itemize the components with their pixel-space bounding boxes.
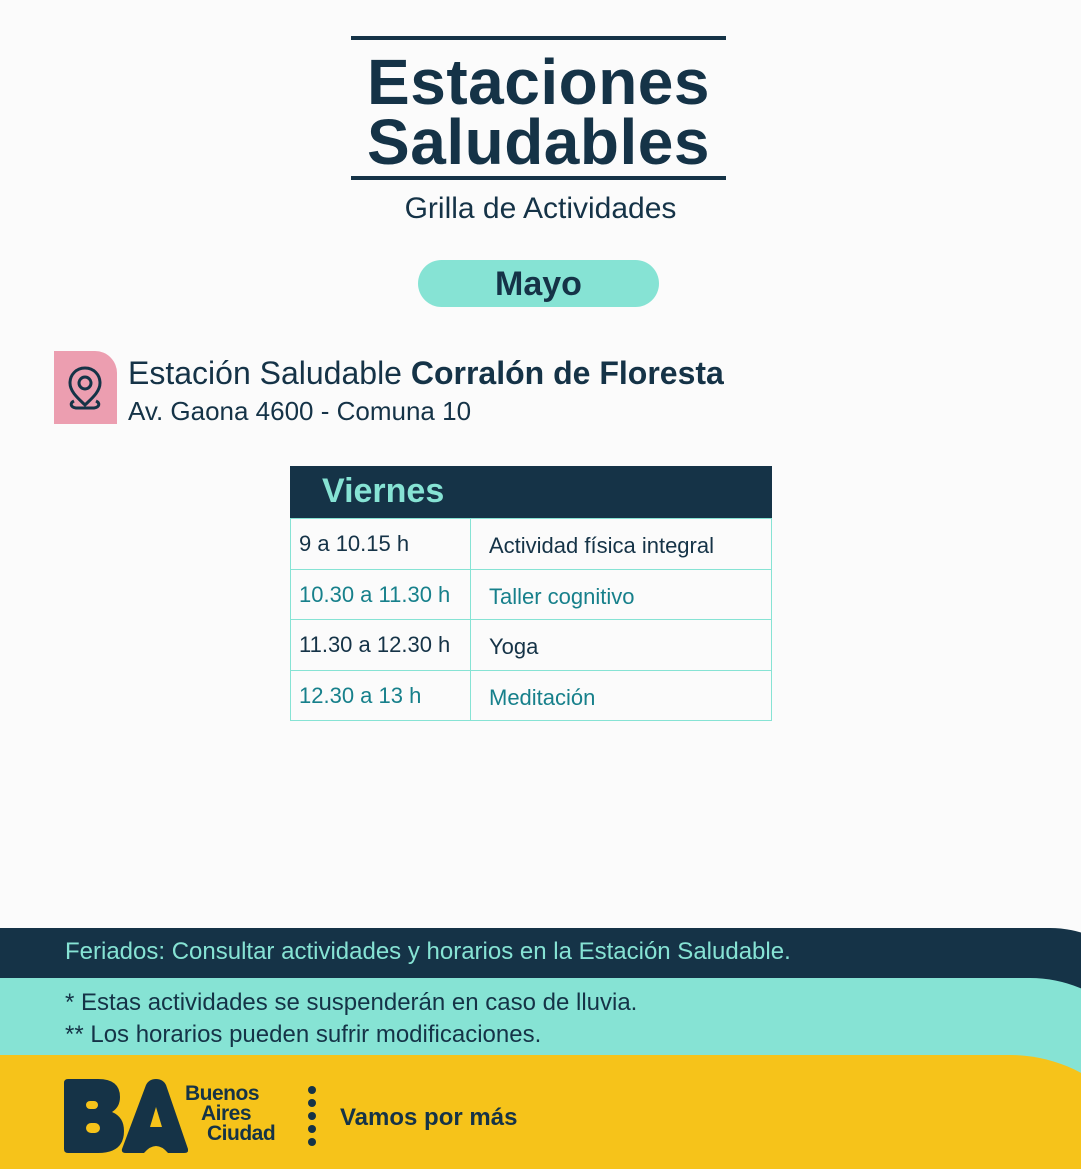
station-prefix: Estación Saludable — [128, 355, 411, 391]
rain-note: * Estas actividades se suspenderán en caso de lluvia. — [65, 989, 638, 1016]
schedule-change-note: ** Los horarios pueden sufrir modificaciones. — [65, 1021, 542, 1048]
logo-line-buenos: Buenos — [185, 1082, 260, 1105]
footer — [0, 928, 1081, 1169]
slogan: Vamos por más — [340, 1104, 518, 1131]
activity-cell: Actividad física integral — [471, 519, 772, 570]
table-row — [291, 569, 772, 620]
time-cell: 12.30 a 13 h — [291, 670, 471, 721]
logo-line-aires: Aires — [201, 1102, 252, 1125]
ba-logo-text — [185, 1084, 275, 1144]
time-cell: 9 a 10.15 h — [291, 519, 471, 570]
activity-cell: Yoga — [471, 620, 772, 671]
table-row — [291, 620, 772, 671]
location-pin-icon — [54, 351, 117, 424]
page-title-line1: Estaciones — [367, 46, 710, 118]
day-header: Viernes — [290, 466, 772, 518]
station-name — [128, 355, 724, 392]
activity-cell: Taller cognitivo — [471, 569, 772, 620]
schedule-table — [290, 466, 772, 721]
page-subtitle: Grilla de Actividades — [404, 192, 677, 225]
station-title: Corralón de Floresta — [410, 355, 724, 391]
activities-table — [290, 518, 772, 721]
table-row — [291, 519, 772, 570]
holidays-note: Feriados: Consultar actividades y horarios en la Estación Saludable. — [65, 938, 791, 965]
page-title-line2: Saludables — [367, 106, 710, 178]
logo-line-ciudad: Ciudad — [207, 1122, 276, 1145]
title-block — [351, 36, 726, 180]
station-address: Av. Gaona 4600 - Comuna 10 — [128, 396, 472, 426]
month-badge: Mayo — [418, 260, 659, 307]
time-cell: 10.30 a 11.30 h — [291, 569, 471, 620]
time-cell: 11.30 a 12.30 h — [291, 620, 471, 671]
ba-logo-icon — [64, 1079, 188, 1153]
activity-cell: Meditación — [471, 670, 772, 721]
table-row — [291, 670, 772, 721]
separator-dots — [308, 1086, 316, 1151]
